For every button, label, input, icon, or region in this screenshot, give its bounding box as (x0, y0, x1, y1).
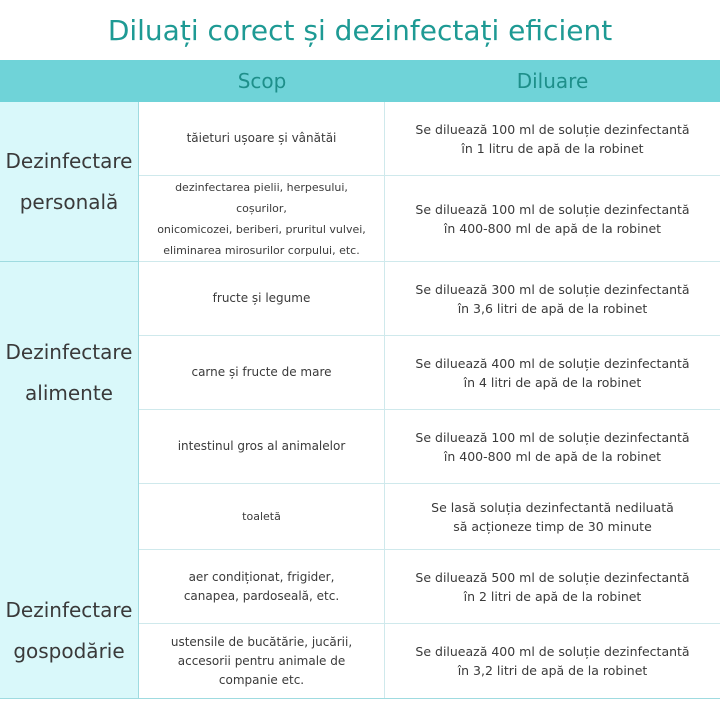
diluare-text: Se diluează 300 ml de soluție dezinfectantă (415, 281, 690, 297)
diluare-text: în 1 litru de apă de la robinet (461, 140, 644, 156)
table-row-diluare (385, 336, 720, 410)
scop-text: canapea, pardoseală, etc. (183, 588, 340, 603)
scop-text: intestinul gros al animalelor (177, 439, 346, 453)
diluare-text: să acționeze timp de 30 minute (453, 518, 652, 534)
table-row-diluare (385, 550, 720, 624)
table-row-diluare (385, 262, 720, 336)
table-row-diluare (385, 624, 720, 698)
column-header-scop: Scop (237, 69, 287, 93)
table-row-diluare (385, 484, 720, 550)
table-row-scop (139, 102, 385, 176)
table-bottom-border (0, 698, 720, 699)
scop-text: onicomicozei, beriberi, pruritul vulvei, (157, 222, 366, 236)
diluare-text: Se diluează 400 ml de soluție dezinfectantă (415, 355, 690, 371)
scop-text: eliminarea mirosurilor corpului, etc. (163, 243, 360, 257)
scop-text: fructe și legume (212, 291, 311, 305)
scop-text: tăieturi ușoare și vânătăi (186, 131, 337, 145)
diluare-text: în 2 litri de apă de la robinet (463, 588, 642, 604)
scop-text: aer condiționat, frigider, (188, 569, 335, 584)
diluare-text: Se diluează 400 ml de soluție dezinfectantă (415, 644, 690, 659)
diluare-text: Se lasă soluția dezinfectantă nediluată (431, 499, 674, 515)
category-label-line: Dezinfectare (5, 598, 133, 622)
diluare-text: în 3,2 litri de apă de la robinet (457, 663, 648, 678)
diluare-text: Se diluează 100 ml de soluție dezinfectantă (415, 429, 690, 445)
table-row-diluare (385, 410, 720, 484)
category-label-line: alimente (25, 381, 113, 405)
table-row-scop (139, 262, 385, 336)
scop-text: carne și fructe de mare (191, 365, 332, 379)
table-row-scop (139, 550, 385, 624)
scop-text: toaletă (242, 510, 281, 523)
column-header-diluare: Diluare (516, 69, 589, 93)
category-personal (0, 102, 139, 262)
table-row-diluare (385, 176, 720, 262)
diluare-text: în 400-800 ml de apă de la robinet (443, 220, 662, 236)
diluare-text: Se diluează 100 ml de soluție dezinfectantă (415, 201, 690, 217)
table-header (0, 60, 720, 102)
category-label-line: personală (19, 189, 119, 214)
page-title: Diluați corect și dezinfectați eficient (107, 14, 613, 47)
diluare-text: în 4 litri de apă de la robinet (463, 374, 642, 390)
category-gospodarie (0, 484, 139, 698)
table-row-scop (139, 336, 385, 410)
diluare-text: Se diluează 100 ml de soluție dezinfectantă (415, 121, 690, 137)
dilution-table (0, 102, 720, 698)
scop-text: companie etc. (218, 672, 305, 687)
table-row-scop (139, 410, 385, 484)
table-row-diluare (385, 102, 720, 176)
diluare-text: Se diluează 500 ml de soluție dezinfectantă (415, 569, 690, 585)
scop-text: accesorii pentru animale de (177, 653, 346, 668)
category-label-line: gospodărie (13, 639, 125, 663)
diluare-text: în 3,6 litri de apă de la robinet (457, 300, 648, 316)
table-row-scop (139, 624, 385, 698)
category-label-line: Dezinfectare (5, 148, 133, 173)
scop-text: dezinfectarea pielii, herpesului, coșurilor, (175, 180, 348, 215)
table-row-scop (139, 176, 385, 262)
category-label-line: Dezinfectare (5, 340, 133, 364)
table-row-scop (139, 484, 385, 550)
category-alimente (0, 262, 139, 484)
scop-text: ustensile de bucătărie, jucării, (170, 634, 353, 649)
diluare-text: în 400-800 ml de apă de la robinet (443, 448, 662, 464)
